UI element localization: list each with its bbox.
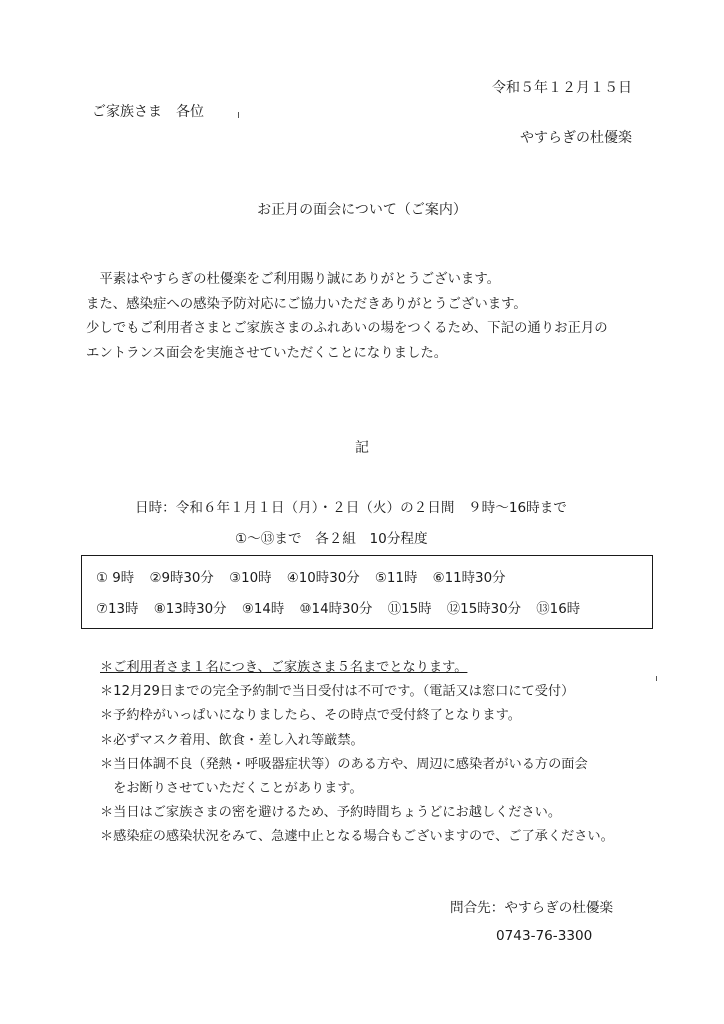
- intro-line: 平素はやすらぎの杜優楽をご利用賜り誠にありがとうございます。: [86, 272, 501, 287]
- time-slot: ⑤11時: [374, 571, 418, 586]
- note-item: [100, 656, 614, 680]
- sender-name: やすらぎの杜優楽: [520, 130, 632, 146]
- time-slot: ⑫15時30分: [446, 602, 522, 617]
- intro-line: 少しでもご利用者さまとご家族さまのふれあいの場をつくるため、下記の通りお正月の: [86, 321, 608, 337]
- ki-heading: 記: [355, 440, 369, 456]
- time-slot: ②9時30分: [149, 571, 214, 586]
- time-slot: ④10時30分: [286, 571, 360, 586]
- time-slots-row: [96, 567, 516, 586]
- contact-label: 問合先：やすらぎの杜優楽: [450, 900, 614, 916]
- note-item: ＊当日はご家族さまの密を避けるため、予約時間ちょうどにお越しください。: [100, 805, 562, 821]
- time-slot: ⑨14時: [241, 602, 285, 617]
- note-item-continued: をお断りさせていただくことがあります。: [100, 781, 363, 797]
- addressee: ご家族さま 各位: [92, 104, 204, 120]
- contact-phone: 0743-76-3300: [496, 928, 593, 944]
- time-slot: ③10時: [229, 571, 272, 586]
- intro-paragraph: [86, 268, 608, 366]
- note-item: ＊12月29日までの完全予約制で当日受付は不可です。（電話又は窓口にて受付）: [100, 684, 575, 700]
- notes-list: [100, 656, 614, 850]
- slot-note: ①～⑬まで 各２組 10分程度: [235, 531, 428, 547]
- time-slot: ⑬16時: [536, 602, 581, 617]
- intro-line: エントランス面会を実施させていただくことになりました。: [86, 345, 448, 361]
- note-item: ＊当日体調不良（発熱・呼吸器症状等）のある方や、周辺に感染者がいる方の面会: [100, 756, 588, 772]
- time-slots-box: [81, 555, 653, 629]
- scan-mark: [656, 676, 657, 681]
- intro-line: また、感染症への感染予防対応にご協力いただきありがとうございます。: [86, 296, 527, 312]
- document-subject: お正月の面会について（ご案内）: [257, 202, 467, 218]
- time-slot: ⑦13時: [96, 602, 139, 617]
- note-text-underlined: ＊ご利用者さま１名につき、ご家族さま５名までとなります。: [100, 660, 468, 675]
- event-datetime: 日時：令和６年１月１日（月）・２日（火）の２日間 ９時～16時まで: [135, 500, 567, 516]
- time-slots-row: [96, 598, 591, 617]
- scan-mark: [238, 112, 239, 118]
- time-slot: ⑩14時30分: [299, 602, 373, 617]
- note-item: ＊必ずマスク着用、飲食・差し入れ等厳禁。: [100, 732, 364, 748]
- time-slot: ⑥11時30分: [432, 571, 506, 586]
- document-date: 令和５年１２月１５日: [492, 80, 632, 96]
- time-slot: ⑪15時: [387, 602, 432, 617]
- time-slot: ① 9時: [96, 571, 135, 586]
- time-slot: ⑧13時30分: [153, 602, 227, 617]
- note-item: ＊感染症の感染状況をみて、急遽中止となる場合もございますので、ご了承ください。: [100, 829, 614, 845]
- note-item: ＊予約枠がいっぱいになりましたら、その時点で受付終了となります。: [100, 708, 521, 724]
